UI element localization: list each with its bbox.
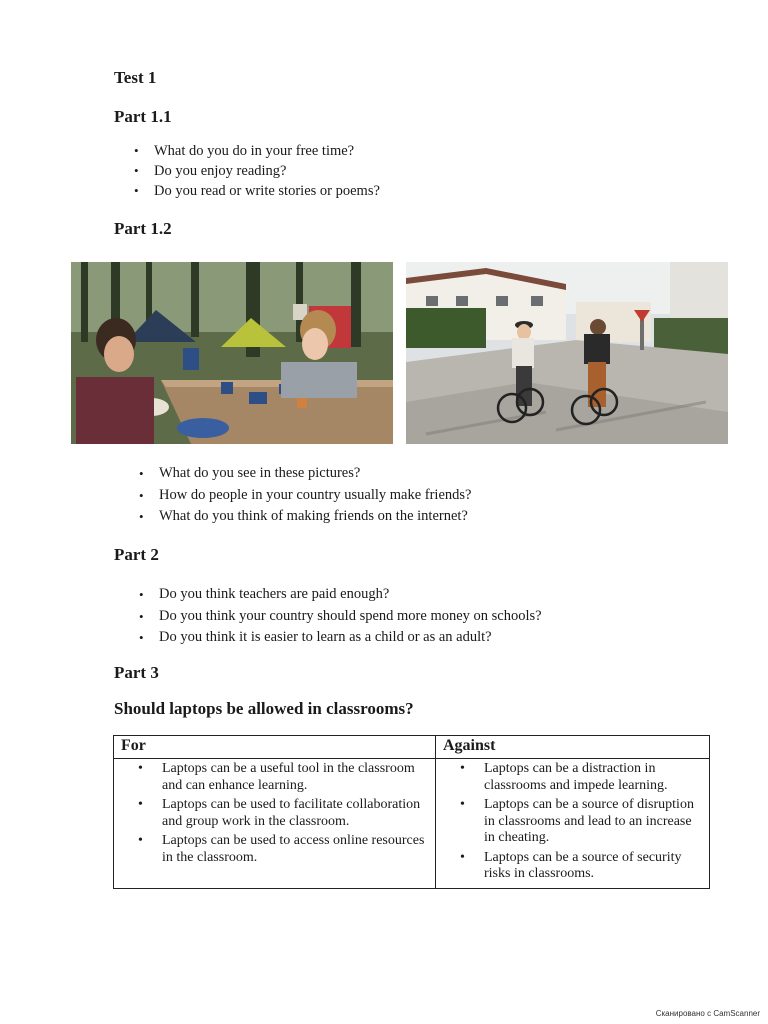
list-item: • What do you see in these pictures? bbox=[133, 463, 471, 485]
against-cell bbox=[436, 759, 710, 889]
test-title: Test 1 bbox=[114, 68, 157, 87]
part-1-2-questions bbox=[133, 463, 471, 528]
list-item: • Laptops can be used to access online resources in the classroom. bbox=[114, 833, 429, 866]
against-header: Against bbox=[436, 736, 710, 759]
list-item: • Do you think it is easier to learn as a child or as an adult? bbox=[133, 627, 542, 649]
part-3-title: Part 3 bbox=[114, 663, 159, 682]
for-against-table bbox=[113, 735, 710, 889]
cycling-photo bbox=[406, 262, 728, 444]
list-item: • Do you think teachers are paid enough? bbox=[133, 584, 542, 606]
list-item: • Laptops can be used to facilitate collaboration and group work in the classroom. bbox=[114, 797, 429, 830]
part-2-questions bbox=[133, 584, 542, 649]
part-1-1-questions bbox=[128, 141, 380, 201]
list-item: • What do you do in your free time? bbox=[128, 141, 380, 161]
list-item: • Do you think your country should spend more money on schools? bbox=[133, 606, 542, 628]
scanner-watermark: Сканировано с CamScanner bbox=[655, 1009, 760, 1018]
list-item: • Do you enjoy reading? bbox=[128, 161, 380, 181]
part-1-1-title: Part 1.1 bbox=[114, 107, 172, 126]
camping-photo bbox=[71, 262, 393, 444]
list-item: • Laptops can be a source of security risks in classrooms. bbox=[436, 850, 703, 883]
part-3-question: Should laptops be allowed in classrooms? bbox=[114, 699, 414, 718]
list-item: • How do people in your country usually make friends? bbox=[133, 485, 471, 507]
list-item: • Laptops can be a source of disruption in classrooms and lead to an increase in cheating. bbox=[436, 797, 703, 847]
list-item: • Laptops can be a distraction in classrooms and impede learning. bbox=[436, 761, 703, 794]
list-item: • What do you think of making friends on the internet? bbox=[133, 506, 471, 528]
part-1-2-title: Part 1.2 bbox=[114, 219, 172, 238]
for-header: For bbox=[114, 736, 436, 759]
for-cell bbox=[114, 759, 436, 889]
part-2-title: Part 2 bbox=[114, 545, 159, 564]
list-item: • Do you read or write stories or poems? bbox=[128, 181, 380, 201]
list-item: • Laptops can be a useful tool in the classroom and can enhance learning. bbox=[114, 761, 429, 794]
